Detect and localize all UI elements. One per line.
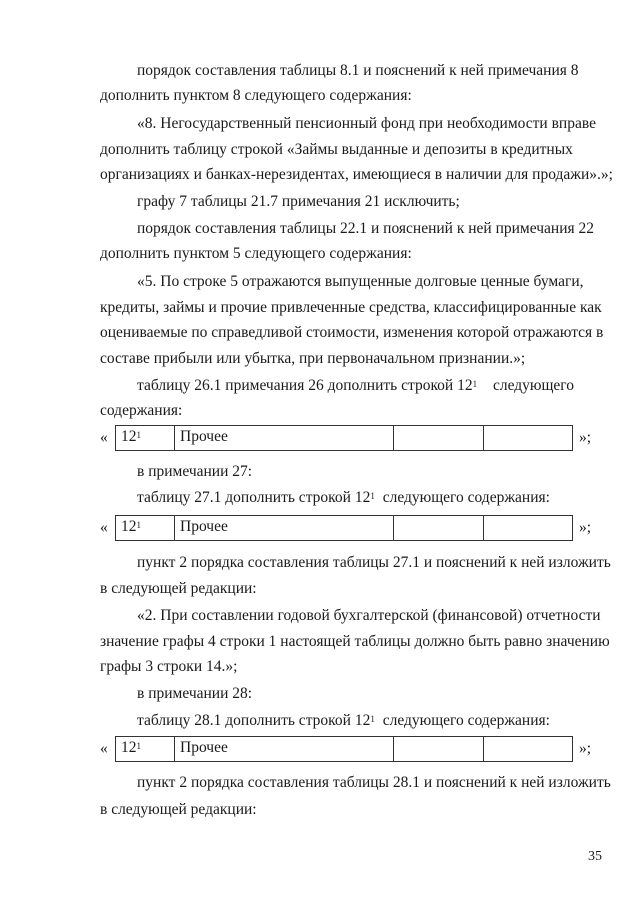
row-number-cell bbox=[115, 515, 174, 541]
text-line: значение графы 4 строки 1 настоящей таблицы должно быть равно значению bbox=[100, 633, 610, 650]
text-line: графу 7 таблицы 21.7 примечания 21 исключить; bbox=[137, 193, 460, 210]
text-line: порядок составления таблицы 8.1 и пояснений к ней примечания 8 bbox=[137, 62, 579, 79]
open-quote: « bbox=[100, 740, 108, 757]
text-line: в примечании 27: bbox=[137, 463, 253, 480]
inserted-table-row bbox=[100, 736, 598, 764]
row-label-cell: Прочее bbox=[174, 425, 393, 451]
text-line bbox=[137, 711, 550, 731]
open-quote: « bbox=[100, 519, 108, 536]
text-line: пункт 2 порядка составления таблицы 28.1 и пояснений к ней изложить bbox=[137, 774, 611, 791]
row-number: 12 bbox=[121, 518, 137, 535]
close-quote: »; bbox=[579, 740, 592, 757]
superscript: 1 bbox=[136, 741, 141, 751]
inserted-table-row bbox=[100, 425, 598, 453]
text-line: пункт 2 порядка составления таблицы 27.1 и пояснений к ней изложить bbox=[137, 554, 611, 571]
open-quote: « bbox=[100, 429, 108, 446]
text-line: порядок составления таблицы 22.1 и пояснений к ней примечания 22 bbox=[137, 220, 595, 237]
row-number: 12 bbox=[121, 428, 137, 445]
page-number: 35 bbox=[588, 849, 602, 864]
row-label-cell: Прочее bbox=[174, 515, 393, 541]
text-line: содержания: bbox=[100, 402, 183, 419]
empty-cell bbox=[393, 425, 483, 451]
text-line: «5. По строке 5 отражаются выпущенные долговые ценные бумаги, bbox=[137, 273, 584, 290]
text-line bbox=[137, 488, 550, 508]
text-line: дополнить таблицу строкой «Займы выданные и депозиты в кредитных bbox=[100, 141, 573, 158]
text-line: дополнить пунктом 8 следующего содержания: bbox=[100, 87, 412, 104]
row-number-cell bbox=[115, 736, 174, 762]
text-line: оцениваемые по справедливой стоимости, изменения которой отражаются в bbox=[100, 324, 604, 341]
text-fragment: следующего содержания: bbox=[382, 712, 550, 729]
close-quote: »; bbox=[579, 429, 592, 446]
superscript: 1 bbox=[136, 430, 141, 440]
text-line: кредиты, займы и прочие привлеченные средства, классифицированные как bbox=[100, 299, 602, 316]
empty-cell bbox=[483, 425, 573, 451]
close-quote: »; bbox=[579, 519, 592, 536]
text-line: организациях и банках-нерезидентах, имеющиеся в наличии для продажи».»; bbox=[100, 166, 613, 183]
text-fragment: таблицу 28.1 дополнить строкой 12 bbox=[137, 712, 371, 729]
superscript: 1 bbox=[370, 714, 375, 724]
inserted-table-row bbox=[100, 515, 598, 543]
empty-cell bbox=[483, 515, 573, 541]
text-fragment: следующего bbox=[492, 377, 575, 394]
text-line: «8. Негосударственный пенсионный фонд при необходимости вправе bbox=[137, 115, 596, 132]
row-number-cell bbox=[115, 425, 174, 451]
text-fragment: таблицу 26.1 примечания 26 дополнить строкой 12 bbox=[137, 377, 473, 394]
row-number: 12 bbox=[121, 739, 137, 756]
superscript: 1 bbox=[136, 520, 141, 530]
empty-cell bbox=[393, 515, 483, 541]
text-line: дополнить пунктом 5 следующего содержания: bbox=[100, 245, 412, 262]
text-line: составе прибыли или убытка, при первоначальном признании.»; bbox=[100, 350, 526, 367]
superscript: 1 bbox=[370, 491, 375, 501]
text-line: в следующей редакции: bbox=[100, 580, 257, 597]
text-line: в следующей редакции: bbox=[100, 801, 257, 818]
text-line bbox=[137, 376, 574, 396]
text-fragment: таблицу 27.1 дополнить строкой 12 bbox=[137, 489, 371, 506]
superscript: 1 bbox=[472, 379, 478, 389]
row-label-cell: Прочее bbox=[174, 736, 393, 762]
empty-cell bbox=[483, 736, 573, 762]
text-line: в примечании 28: bbox=[137, 685, 253, 702]
empty-cell bbox=[393, 736, 483, 762]
text-line: графы 3 строки 14.»; bbox=[100, 658, 238, 675]
text-line: «2. При составлении годовой бухгалтерской (финансовой) отчетности bbox=[137, 607, 601, 624]
text-fragment: следующего содержания: bbox=[382, 489, 550, 506]
